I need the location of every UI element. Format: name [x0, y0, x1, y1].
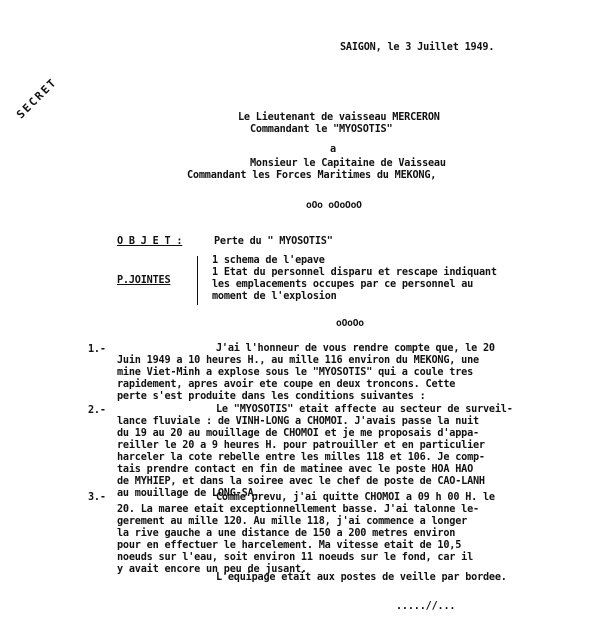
paragraph-3-line-4: la rive gauche a une distance de 150 a 200 metres environ — [117, 528, 456, 539]
paragraph-1-line-3: mine Viet-Minh a explose sous le "MYOSOTIS" qui a coule tres — [117, 367, 474, 378]
attachments-brace — [197, 256, 206, 305]
paragraph-2-line-2: lance fluviale : de VINH-LONG a CHOMOI. J'avais passe la nuit — [117, 416, 479, 427]
paragraph-3-line-6: noeuds sur l'eau, soit environ 11 noeuds sur le fond, car il — [117, 552, 474, 563]
attachment-line-3: les emplacements occupes par ce personnel au — [212, 279, 474, 290]
recipient-line-2: Commandant les Forces Maritimes du MEKONG, — [187, 170, 437, 181]
paragraph-2-line-7: de MYHIEP, et dans la soiree avec le chef de poste de CAO-LANH — [117, 476, 485, 487]
paragraph-2-line-6: tais prendre contact en fin de matinee avec le poste HOA HAO — [117, 464, 474, 475]
sender-line-2: Commandant le "MYOSOTIS" — [250, 124, 393, 135]
paragraph-1-line-4: rapidement, apres avoir ete coupe en deux troncons. Cette — [117, 379, 456, 390]
sender-line-1: Le Lieutenant de vaisseau MERCERON — [238, 112, 440, 123]
attachment-line-2: 1 Etat du personnel disparu et rescape indiquant — [212, 267, 497, 278]
recipient-line-1: Monsieur le Capitaine de Vaisseau — [250, 158, 446, 169]
paragraph-3-line-2: 20. La maree etait exceptionnellement basse. J'ai talonne le- — [117, 504, 479, 515]
paragraph-2-line-8: au mouillage de LONG-SA. — [117, 488, 260, 499]
separator-2: oOoOo — [336, 318, 364, 329]
attachment-line-1: 1 schema de l'epave — [212, 255, 325, 266]
paragraph-3-number: 3.- — [88, 492, 106, 503]
to-marker: a — [330, 144, 336, 155]
paragraph-3-line-3: gerement au mille 120. Au mille 118, j'ai commence a longer — [117, 516, 468, 527]
paragraph-2-line-1: Le "MYOSOTIS" etait affecte au secteur de surveil- — [216, 404, 513, 415]
attachment-line-4: moment de l'explosion — [212, 291, 337, 302]
paragraph-2-line-4: reiller le 20 a 9 heures H. pour patrouiller et en particulier — [117, 440, 485, 451]
date-line: SAIGON, le 3 Juillet 1949. — [340, 42, 495, 53]
paragraph-3-line-7: y avait encore un peu de jusant. — [117, 564, 307, 575]
paragraph-1-line-5: perte s'est produite dans les conditions suivantes : — [117, 391, 426, 402]
paragraph-2-number: 2.- — [88, 405, 106, 416]
objet-value: Perte du " MYOSOTIS" — [214, 236, 333, 247]
paragraph-3-line-5: pour en effectuer le harcelement. Ma vitesse etait de 10,5 — [117, 540, 462, 551]
paragraph-2-line-5: harceler la cote rebelle entre les milles 118 et 106. Je comp- — [117, 452, 485, 463]
paragraph-1-line-2: Juin 1949 a 10 heures H., au mille 116 environ du MEKONG, une — [117, 355, 479, 366]
separator-1: oOo oOoOoO — [306, 200, 362, 211]
paragraph-2-line-3: du 19 au 20 au mouillage de CHOMOI et je me proposais d'appa- — [117, 428, 479, 439]
paragraph-4: L'equipage etait aux postes de veille par bordee. — [216, 572, 507, 583]
pieces-jointes-label: P.JOINTES — [117, 275, 171, 286]
paragraph-3-line-1: Comme prevu, j'ai quitte CHOMOI a 09 h 00 H. le — [216, 492, 495, 503]
continuation-mark: .....//... — [396, 601, 456, 612]
paragraph-1-number: 1.- — [88, 344, 106, 355]
secret-stamp: SECRET — [14, 75, 60, 122]
paragraph-1-line-1: J'ai l'honneur de vous rendre compte que, le 20 — [216, 343, 495, 354]
objet-label: O B J E T : — [117, 236, 183, 247]
